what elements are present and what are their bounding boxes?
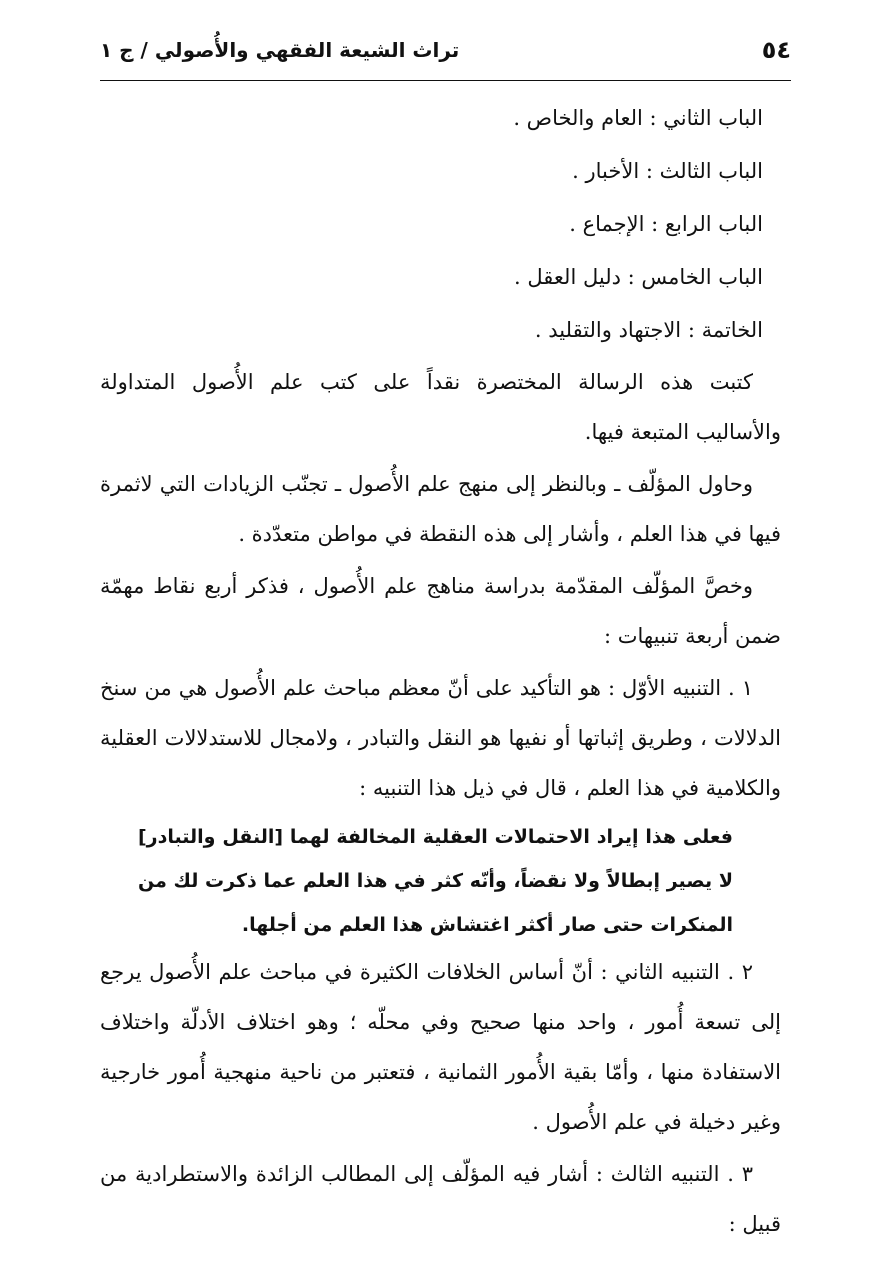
- running-title: تراث الشيعة الفقهي والأُصولي / ج ١: [100, 38, 460, 62]
- toc-item: الباب الثاني : العام والخاص .: [513, 106, 763, 130]
- body-paragraph: وخصَّ المؤلّف المقدّمة بدراسة مناهج علم الأُصول ، فذكر أربع نقاط مهمّة ضمن أربعة تنبيهات :: [100, 574, 781, 648]
- toc-item: الباب الخامس : دليل العقل .: [514, 265, 763, 289]
- body-paragraph: وحاول المؤلّف ـ وبالنظر إلى منهج علم الأُصول ـ تجنّب الزيادات التي لاثمرة فيها في هذا العلم ، وأشار إلى هذه النقطة في مواطن متعدّدة .: [100, 472, 781, 546]
- body-paragraph: ٣ . التنبيه الثالث : أشار فيه المؤلّف إلى المطالب الزائدة والاستطرادية من قبيل :: [100, 1162, 781, 1236]
- block-quote: فعلى هذا إيراد الاحتمالات العقلية المخالفة لهما [النقل والتبادر] لا يصير إبطالاً ولا نقضاً، وأنّه كثر في هذا العلم عما ذكرت لك من المنكرات حتى صار أكثر اغتشاش هذا العلم من أجلها.: [138, 826, 733, 936]
- page-header: [100, 24, 791, 81]
- toc-item: الخاتمة : الاجتهاد والتقليد .: [534, 318, 763, 342]
- body-paragraph: ١ . التنبيه الأوّل : هو التأكيد على أنّ معظم مباحث علم الأُصول هي من سنخ الدلالات ، وطريق إثباتها أو نفيها هو النقل والتبادر ، ولامجال للاستدلالات العقلية والكلامية في هذا العلم ، قال في ذيل هذا التنبيه :: [100, 676, 781, 800]
- body-paragraph: كتبت هذه الرسالة المختصرة نقداً على كتب علم الأُصول المتداولة والأساليب المتبعة فيها.: [100, 370, 781, 444]
- toc-item: الباب الرابع : الإجماع .: [569, 212, 763, 236]
- page-body: [100, 92, 781, 1251]
- toc-item: الباب الثالث : الأخبار .: [572, 159, 763, 183]
- page-number: ٥٤: [761, 36, 791, 64]
- body-paragraph: ٢ . التنبيه الثاني : أنّ أساس الخلافات الكثيرة في مباحث علم الأُصول يرجع إلى تسعة أُمور ، واحد منها صحيح وفي محلّه ؛ وهو اختلاف الأدلّة واختلاف الاستفادة منها ، وأمّا بقية الأُمور الثمانية ، فتعتبر من ناحية منهجية أُمور خارجية وغير دخيلة في علم الأُصول .: [100, 960, 781, 1134]
